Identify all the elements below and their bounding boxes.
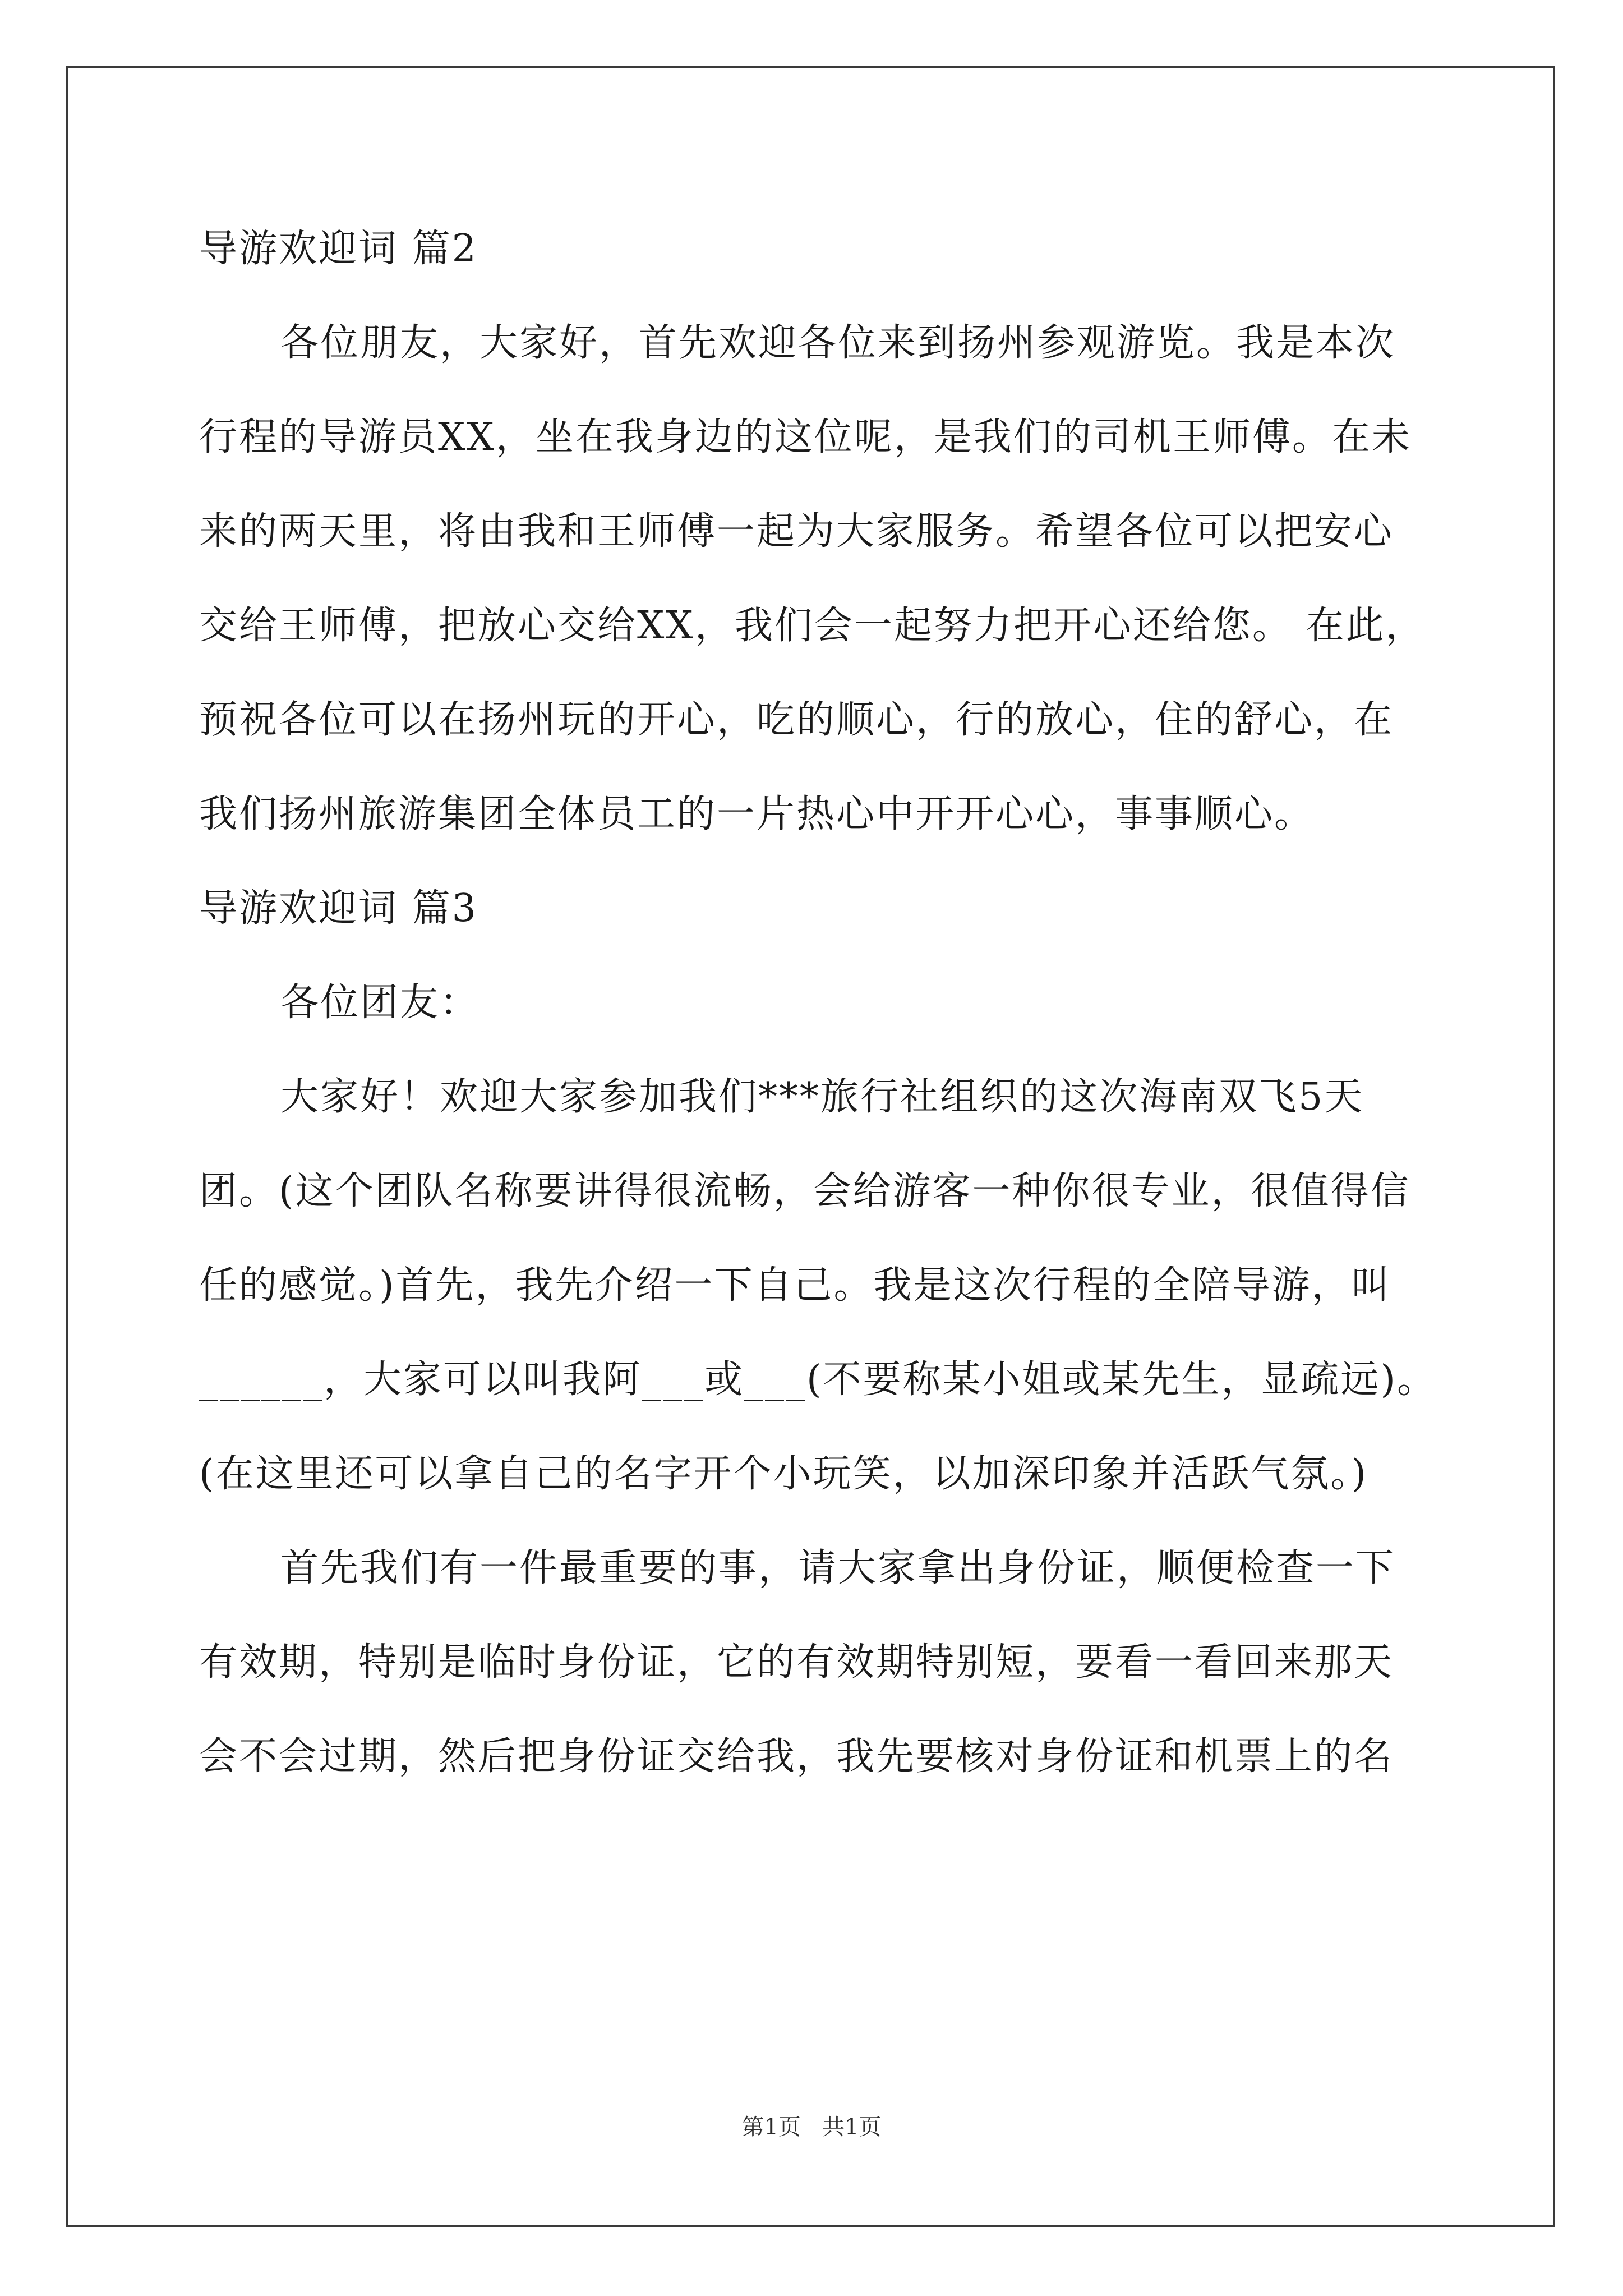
paragraph-line: 来的两天里，将由我和王师傅一起为大家服务。希望各位可以把安心: [199, 509, 1394, 554]
section-heading: 导游欢迎词 篇3: [199, 886, 478, 931]
paragraph-line: 各位团友：: [280, 981, 480, 1025]
paragraph-line: 会不会过期，然后把身份证交给我，我先要核对身份证和机票上的名: [199, 1734, 1394, 1779]
paragraph-line: 团。(这个团队名称要讲得很流畅，会给游客一种你很专业，很值得信: [199, 1169, 1410, 1213]
section-heading: 导游欢迎词 篇2: [199, 227, 478, 271]
page-footer: 第1页 共1页: [741, 2114, 882, 2140]
paragraph-line: 有效期，特别是临时身份证，它的有效期特别短，要看一看回来那天: [199, 1640, 1394, 1685]
paragraph-line: (在这里还可以拿自己的名字开个小玩笑，以加深印象并活跃气氛。): [199, 1452, 1368, 1496]
paragraph-line: 行程的导游员XX，坐在我身边的这位呢，是我们的司机王师傅。在未: [199, 415, 1412, 459]
document-body: [199, 202, 1437, 1804]
paragraph-line: 任的感觉。)首先，我先介绍一下自己。我是这次行程的全陪导游，叫: [199, 1263, 1391, 1308]
paragraph-line: 各位朋友，大家好，首先欢迎各位来到扬州参观游览。我是本次: [280, 321, 1396, 365]
paragraph-line: 交给王师傅，把放心交给XX，我们会一起努力把开心还给您。 在此，: [199, 604, 1426, 648]
paragraph-line: 大家好！欢迎大家参加我们***旅行社组织的这次海南双飞5天: [280, 1075, 1364, 1119]
paragraph-line: 我们扬州旅游集团全体员工的一片热心中开开心心，事事顺心。: [199, 792, 1315, 836]
paragraph-line: 预祝各位可以在扬州玩的开心，吃的顺心，行的放心，住的舒心，在: [199, 698, 1394, 742]
paragraph-line: 首先我们有一件最重要的事，请大家拿出身份证，顺便检查一下: [280, 1546, 1396, 1590]
paragraph-line: ______，大家可以叫我阿___或___(不要称某小姐或某先生，显疏远)。: [199, 1358, 1437, 1402]
